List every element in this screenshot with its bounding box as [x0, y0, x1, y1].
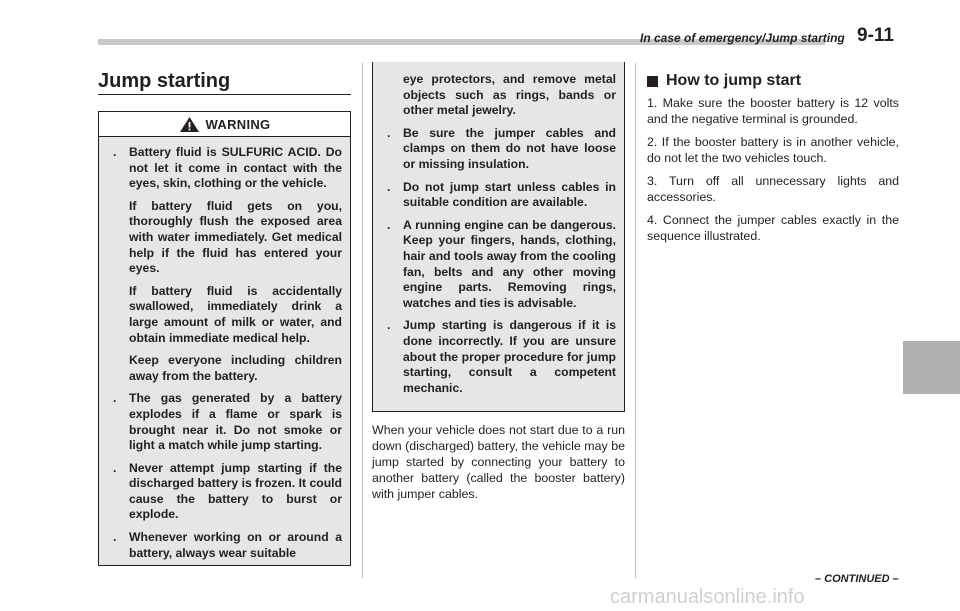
bullet: .	[387, 179, 391, 194]
warning-paragraph: If battery fluid is accidentally swallowed, immediately drink a large amount of milk or water, and obtain immediate medical help.	[129, 283, 342, 345]
continued-label: – CONTINUED –	[815, 573, 899, 585]
title-underline	[98, 94, 351, 95]
warning-item-text: Be sure the jumper cables and clamps on them do not have loose or missing insulation.	[403, 125, 616, 171]
bullet: .	[387, 318, 391, 333]
warning-content-continued	[379, 72, 616, 403]
step-item: 3. Turn off all unnecessary lights and accessories.	[647, 174, 899, 204]
warning-item-text: Do not jump start unless cables in suitable condition are available.	[403, 179, 616, 210]
warning-item-text: Never attempt jump starting if the discharged battery is frozen. It could cause the battery to burst or explode.	[129, 460, 342, 522]
warning-label: WARNING	[205, 116, 271, 132]
page-number: 9-11	[857, 25, 894, 46]
black-square-icon	[647, 76, 658, 87]
step-item: 4. Connect the jumper cables exactly in the sequence illustrated.	[647, 213, 899, 243]
warning-item-text: Whenever working on or around a battery, always wear suitable	[129, 530, 342, 560]
warning-paragraph: If battery fluid gets on you, thoroughly flush the exposed area with water immediately. Get medical help if the fluid has entered your eyes.	[129, 198, 342, 276]
intro-paragraph: When your vehicle does not start due to a run down (discharged) battery, the vehicle may be jump started by connecting your battery to another battery (called the booster battery) with jumper cables.	[372, 423, 625, 501]
warning-continuation: eye protectors, and remove metal objects such as rings, bands or other metal jewelry.	[403, 72, 616, 118]
warning-item	[379, 180, 616, 211]
warning-item-text: A running engine can be dangerous. Keep your fingers, hands, clothing, hair and tools away from the cooling fan, belts and any other moving engine parts. Removing rings, watches and ties is advisable.	[403, 217, 616, 310]
column-divider-2	[635, 63, 636, 578]
warning-item-text: The gas generated by a battery explodes if a flame or spark is brought near it. Do not smoke or light a match while jump starting.	[129, 391, 342, 453]
warning-box-continued	[372, 62, 625, 412]
warning-item	[105, 145, 342, 192]
bullet: .	[387, 125, 391, 140]
warning-paragraph: Keep everyone including children away from the battery.	[129, 353, 342, 383]
step-item: 2. If the booster battery is in another vehicle, do not let the two vehicles touch.	[647, 135, 899, 165]
warning-item	[379, 318, 616, 396]
warning-box	[98, 111, 351, 566]
bullet: .	[113, 530, 117, 545]
bullet: .	[113, 460, 117, 475]
column-divider-1	[362, 63, 363, 578]
bullet: .	[387, 217, 391, 232]
warning-content	[105, 145, 342, 568]
watermark: carmanualsonline.info	[610, 586, 805, 608]
header-section-title: In case of emergency/Jump starting	[640, 31, 845, 45]
warning-item	[105, 391, 342, 453]
chapter-tab	[903, 341, 960, 394]
warning-item-text: Jump starting is dangerous if it is done incorrectly. If you are unsure about the proper procedure for jump starting, consult a competent mechanic.	[403, 318, 616, 395]
warning-item	[105, 530, 342, 561]
warning-item	[379, 218, 616, 312]
section-heading	[647, 72, 801, 90]
warning-triangle-icon	[179, 116, 200, 133]
page-title: Jump starting	[98, 70, 231, 92]
section-heading-text: How to jump start	[666, 72, 802, 89]
warning-header	[99, 112, 350, 137]
warning-item	[379, 126, 616, 173]
warning-item	[105, 461, 342, 523]
bullet: .	[113, 145, 117, 159]
steps-list	[647, 95, 899, 251]
bullet: .	[113, 391, 117, 406]
step-item: 1. Make sure the booster battery is 12 volts and the negative terminal is grounded.	[647, 96, 899, 126]
warning-item-text: Battery fluid is SULFURIC ACID. Do not let it come in contact with the eyes, skin, clothing or the vehicle.	[129, 145, 342, 191]
